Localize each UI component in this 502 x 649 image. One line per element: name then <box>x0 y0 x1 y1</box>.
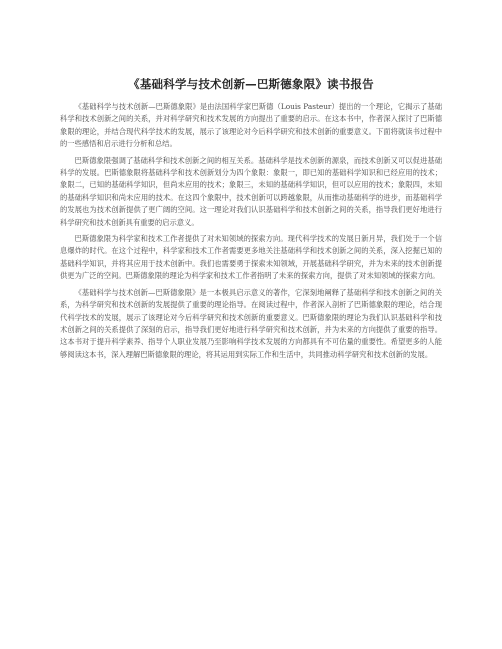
document-title: 《基础科学与技术创新—巴斯德象限》读书报告 <box>128 77 374 91</box>
paragraph-1: 《基础科学与技术创新—巴斯德象限》是由法国科学家巴斯德（Louis Pasteur）提出的一个理论，它揭示了基础科学和技术创新之间的关系，并对科学研究和技术发展的方向提出了重要的启示。在这本书中，作者深入探讨了巴斯德象限的理论，并结合现代科学技术的发展，展示了该理论对今后科学研究和技术创新的重要意义。下面将就读书过程中的一些感悟和启示进行分析和总结。 <box>60 102 442 149</box>
paragraph-4: 《基础科学与技术创新—巴斯德象限》是一本极具启示意义的著作，它深刻地阐释了基础科学和技术创新之间的关系，为科学研究和技术创新的发展提供了重要的理论指导。在阅读过程中，作者深入剖析了巴斯德象限的理论，结合现代科学技术的发展，展示了该理论对今后科学研究和技术创新的重要意义。巴斯德象限的理论为我们认识基础科学和技术创新之间的关系提供了深刻的启示，指导我们更好地进行科学研究和技术创新，并为未来的方向提供了重要的指导。这本书对于提升科学素养、指导个人职业发展乃至影响科学技术发展的方向都具有不可估量的重要性。希望更多的人能够阅读这本书，深入理解巴斯德象限的理论，将其运用到实际工作和生活中，共同推动科学研究和技术创新的发展。 <box>60 287 442 359</box>
paragraph-2: 巴斯德象限强调了基础科学和技术创新之间的相互关系。基础科学是技术创新的源泉，而技术创新又可以促进基础科学的发展。巴斯德象限将基础科学和技术创新划分为四个象限：象限一，即已知的基础科学知识和已经应用的技术；象限二，已知的基础科学知识，但尚未应用的技术；象限三，未知的基础科学知识，但可以应用的技术；象限四，未知的基础科学知识和尚未应用的技术。在这四个象限中，技术创新可以跨越象限，从而推动基础科学的进步，而基础科学的发展也为技术创新提供了更广阔的空间。这一理论对我们认识基础科学和技术创新之间的关系，指导我们更好地进行科学研究和技术创新具有重要的启示意义。 <box>60 155 442 227</box>
paragraph-3: 巴斯德象限为科学家和技术工作者提供了对未知领域的探索方向。现代科学技术的发展日新月异，我们处于一个信息爆炸的时代。在这个过程中，科学家和技术工作者需要更多地关注基础科学和技术创新之间的关系，深入挖掘已知的基础科学知识，并将其应用于技术创新中。我们也需要勇于探索未知领域，开展基础科学研究，并为未来的技术创新提供更为广泛的空间。巴斯德象限的理论为科学家和技术工作者指明了未来的探索方向，提供了对未知领域的探索方向。 <box>60 234 442 281</box>
